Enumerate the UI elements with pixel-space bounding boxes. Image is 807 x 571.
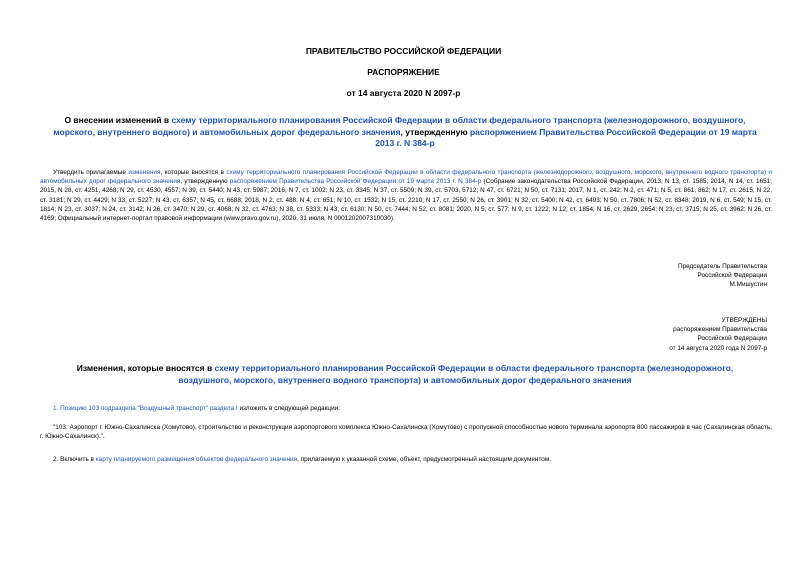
signature-name: М.Мишустин — [729, 281, 767, 289]
order-384-link[interactable]: распоряжением Правительства Российской Федерации от 19 марта 2013 г. N 384-р — [229, 178, 482, 186]
approval-block — [669, 316, 767, 353]
paragraph-text-3: , утвержденную — [180, 178, 230, 186]
signature-block — [678, 262, 767, 290]
document-date-number: от 14 августа 2020 N 2097-р — [346, 88, 461, 98]
document-title — [52, 115, 758, 150]
paragraph-text-4: (Собрание законодательства Российской Федерации, 2013, N 13, ст. 1585; 2014, N 14, ст. 1651; 2015, N 28, ст. 4251, 4268; N 29, ст. 4530, 4557; N 39, ст. 5440; N 43, ст. 5987; 2016, N 7, ст. 1002; N 23, ст. 3345; N 37, ст. 5509; N 39, ст. 5703, 5712; N 47, ст. 6721; N 50, ст. 7131; 2017, N 1, ст. 242; N 2, ст. 471; N 5, ст. 861, 862; N 17, ст. 2615; N 22, ст. 3181; N 29, ст. 4429; N 33, ст. 5227; N 43, ст. 6357; N 45, ст. 6688; 2018, N 2, ст. 488; N 4, ст. 651; N 10, ст. 1532; N 15, ст. 2210; N 17, ст. 2550; N 26, ст. 3901; N 32, ст. 5400; N 42, ст. 6493; N 50, ст. 7806; N 52, ст. 8348; 2019, N 6, ст. 549; N 15, ст. 1814; N 23, ст. 3037; N 24, ст. 3142; N 26, ст. 3470; N 29, ст. 4068; N 32, ст. 4763; N 38, ст. 5333; N 43, ст. 6130; N 50, ст. 7444; N 52, ст. 8081; 2020, N 5, ст. 577; N 9, ст. 1222; N 12, ст. 1854; N 16, ст. 2629, 2654; N 23, ст. 3715; N 25, ст. 3962; N 26, ст. 4169; Официальный интернет-портал правовой информации (www.pravo.gov.ru), 2020, 31 июля, N 0001202007310030). — [40, 178, 772, 223]
title-text-1: О внесении изменений в — [64, 115, 172, 125]
title-link-order-384[interactable]: распоряжением Правительства Российской Федерации от 19 марта 2013 г. N 384-р — [375, 126, 757, 148]
approval-date: от 14 августа 2020 года N 2097-р — [669, 344, 767, 352]
item-1-quote: "103. Аэропорт г. Южно-Сахалинска (Хомутово), строительство и реконструкция аэропортового комплекса Южно-Сахалинска (Хомутово) с пропускной способностью нового терминала аэропорта 800 пассажиров в час (Сахалинская область, г. Южно-Сахалинск).". — [40, 424, 772, 441]
changes-title-text: Изменения, которые вносятся в — [76, 363, 215, 373]
approval-heading: УТВЕРЖДЕНЫ — [721, 317, 767, 324]
title-text-2: , утвержденную — [400, 126, 470, 137]
paragraph-text-2: , которые вносятся в — [160, 169, 227, 176]
government-heading: ПРАВИТЕЛЬСТВО РОССИЙСКОЙ ФЕДЕРАЦИИ — [305, 46, 502, 56]
item-2-text-2: , прилагаемую к указанной схеме, объект, предусмотренный настоящим документом. — [297, 456, 552, 463]
item-2-text-1: 2. Включить в — [53, 456, 96, 463]
changes-title — [52, 363, 758, 386]
scheme-link[interactable]: схему территориального планирования Российской Федерации в области федерального транспорта (железнодорожного, воздушного, морского, внутреннего водного транспорта) и автомобильных дорог федерального значения — [40, 169, 772, 186]
signature-position: Председатель Правительства — [678, 263, 767, 270]
signature-country: Российской Федерации — [697, 272, 767, 280]
approval-line-2: распоряжением Правительства — [673, 326, 767, 334]
item-2 — [40, 455, 772, 464]
approval-line-3: Российской Федерации — [697, 335, 767, 343]
order-paragraph — [40, 168, 772, 223]
title-link-scheme[interactable]: схему территориального планирования Российской Федерации в области федерального транспорта (железнодорожного, воздушного, морского, внутреннего водного) и автомобильных дорог федерального значения — [53, 115, 746, 137]
item-1-link[interactable]: 1. Позицию 103 подраздела "Воздушный транспорт" раздела I — [53, 405, 238, 412]
changes-title-link[interactable]: схему территориального планирования Российской Федерации в области федерального транспорта (железнодорожного, воздушного, морского, внутреннего водного транспорта) и автомобильных дорог федерального значения — [178, 363, 734, 385]
changes-link[interactable]: изменения — [128, 169, 161, 176]
item-2-map-link[interactable]: карту планируемого размещения объектов федерального значения — [95, 456, 298, 463]
item-1 — [40, 404, 772, 413]
item-1-text: изложить в следующей редакции: — [237, 405, 340, 412]
document-type-heading: РАСПОРЯЖЕНИЕ — [367, 67, 440, 77]
paragraph-text-1: Утвердить прилагаемые — [53, 169, 129, 176]
